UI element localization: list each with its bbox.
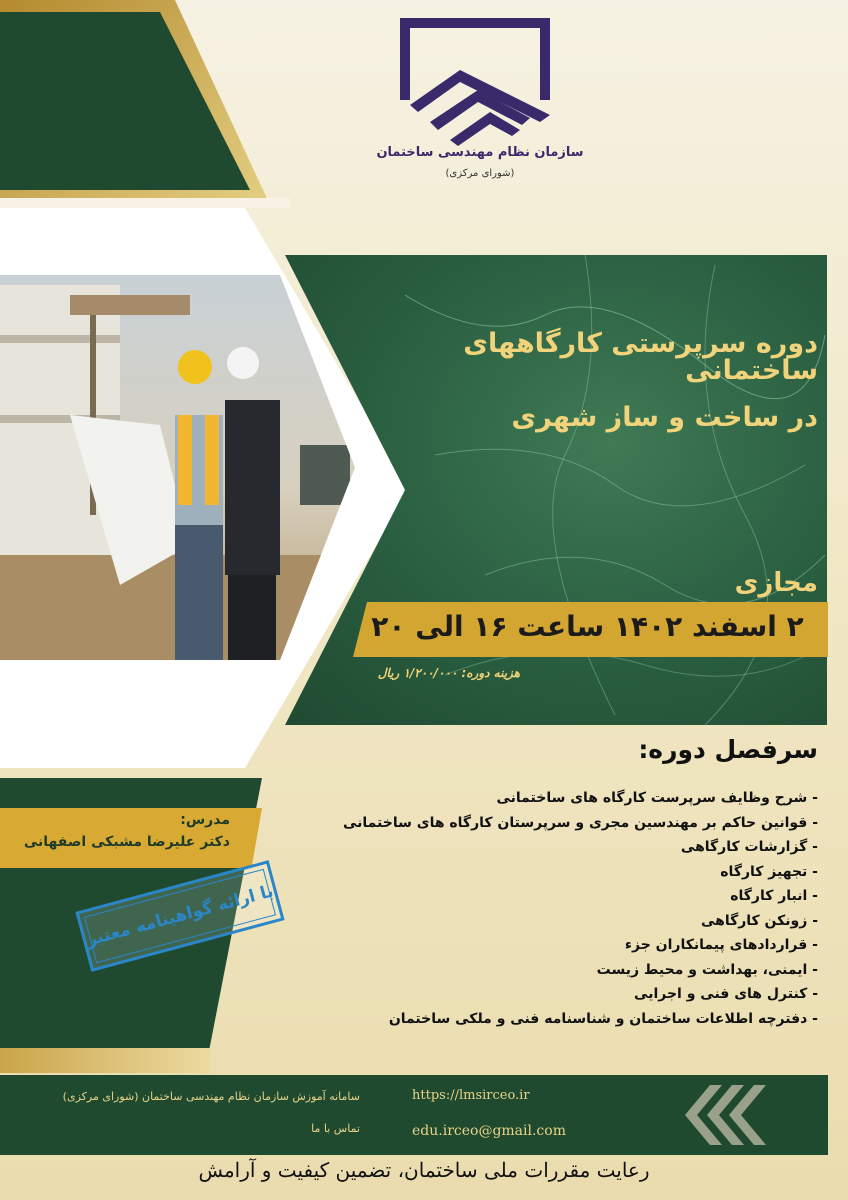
list-item: - گزارشات کارگاهی bbox=[680, 839, 818, 855]
list-item: - شرح وظایف سرپرست کارگاه های ساختمانی bbox=[496, 790, 818, 806]
list-item: - دفترچه اطلاعات ساختمان و شناسنامه فنی و ملکی ساختمان bbox=[388, 1010, 818, 1027]
course-title-line1: دوره سرپرستی کارگاههای ساختمانی bbox=[463, 328, 818, 386]
teacher-name: دکتر علیرضا مشبکی اصفهانی bbox=[23, 834, 230, 850]
engineers-on-site-photo bbox=[0, 275, 355, 660]
org-logo-title: سازمان نظام مهندسی ساختمان bbox=[376, 145, 584, 160]
list-item: - زونکن کارگاهی bbox=[700, 912, 818, 929]
syllabus-title: سرفصل دوره: bbox=[638, 735, 818, 764]
building-roof-logo-icon bbox=[390, 10, 560, 150]
course-date-time: ۲ اسفند ۱۴۰۲ ساعت ۱۶ الی ۲۰ bbox=[371, 610, 804, 643]
certificate-stamp-text: با ارائه گواهینامه معتبر bbox=[84, 881, 276, 951]
list-item: - کنترل های فنی و اجرایی bbox=[634, 986, 818, 1002]
syllabus-list bbox=[298, 786, 818, 1031]
footer-contact-link[interactable]: تماس با ما bbox=[311, 1122, 360, 1135]
list-item: - قراردادهای پیمانکاران جزء bbox=[624, 937, 818, 953]
list-item: - انبار کارگاه bbox=[730, 888, 818, 904]
footer-website-link[interactable]: https://lmsirceo.ir bbox=[412, 1088, 530, 1103]
list-item: - تجهیز کارگاه bbox=[720, 863, 818, 880]
top-left-divider bbox=[0, 198, 290, 208]
teacher-label: مدرس: bbox=[180, 812, 230, 828]
bottom-slogan: رعایت مقررات ملی ساختمان، تضمین کیفیت و آرامش bbox=[198, 1158, 650, 1182]
list-item: - قوانین حاکم بر مهندسین مجری و سرپرستان کارگاه های ساختمانی bbox=[342, 814, 818, 831]
footer-email-link[interactable]: edu.irceo@gmail.com bbox=[412, 1123, 566, 1139]
course-fee: هزینه دوره: ۱/۲۰۰/۰۰۰ ریال bbox=[377, 666, 520, 680]
list-item: - ایمنی، بهداشت و محیط زیست bbox=[596, 961, 818, 978]
course-title-line2: در ساخت و ساز شهری bbox=[511, 402, 818, 433]
left-gold-band bbox=[0, 1048, 210, 1073]
triple-chevron-left-icon bbox=[670, 1080, 770, 1150]
footer-org-text: سامانه آموزش سازمان نظام مهندسی ساختمان (شورای مرکزی) bbox=[62, 1090, 360, 1103]
course-mode: مجازی bbox=[734, 568, 818, 598]
org-logo-subtitle: (شورای مرکزی) bbox=[445, 168, 515, 179]
